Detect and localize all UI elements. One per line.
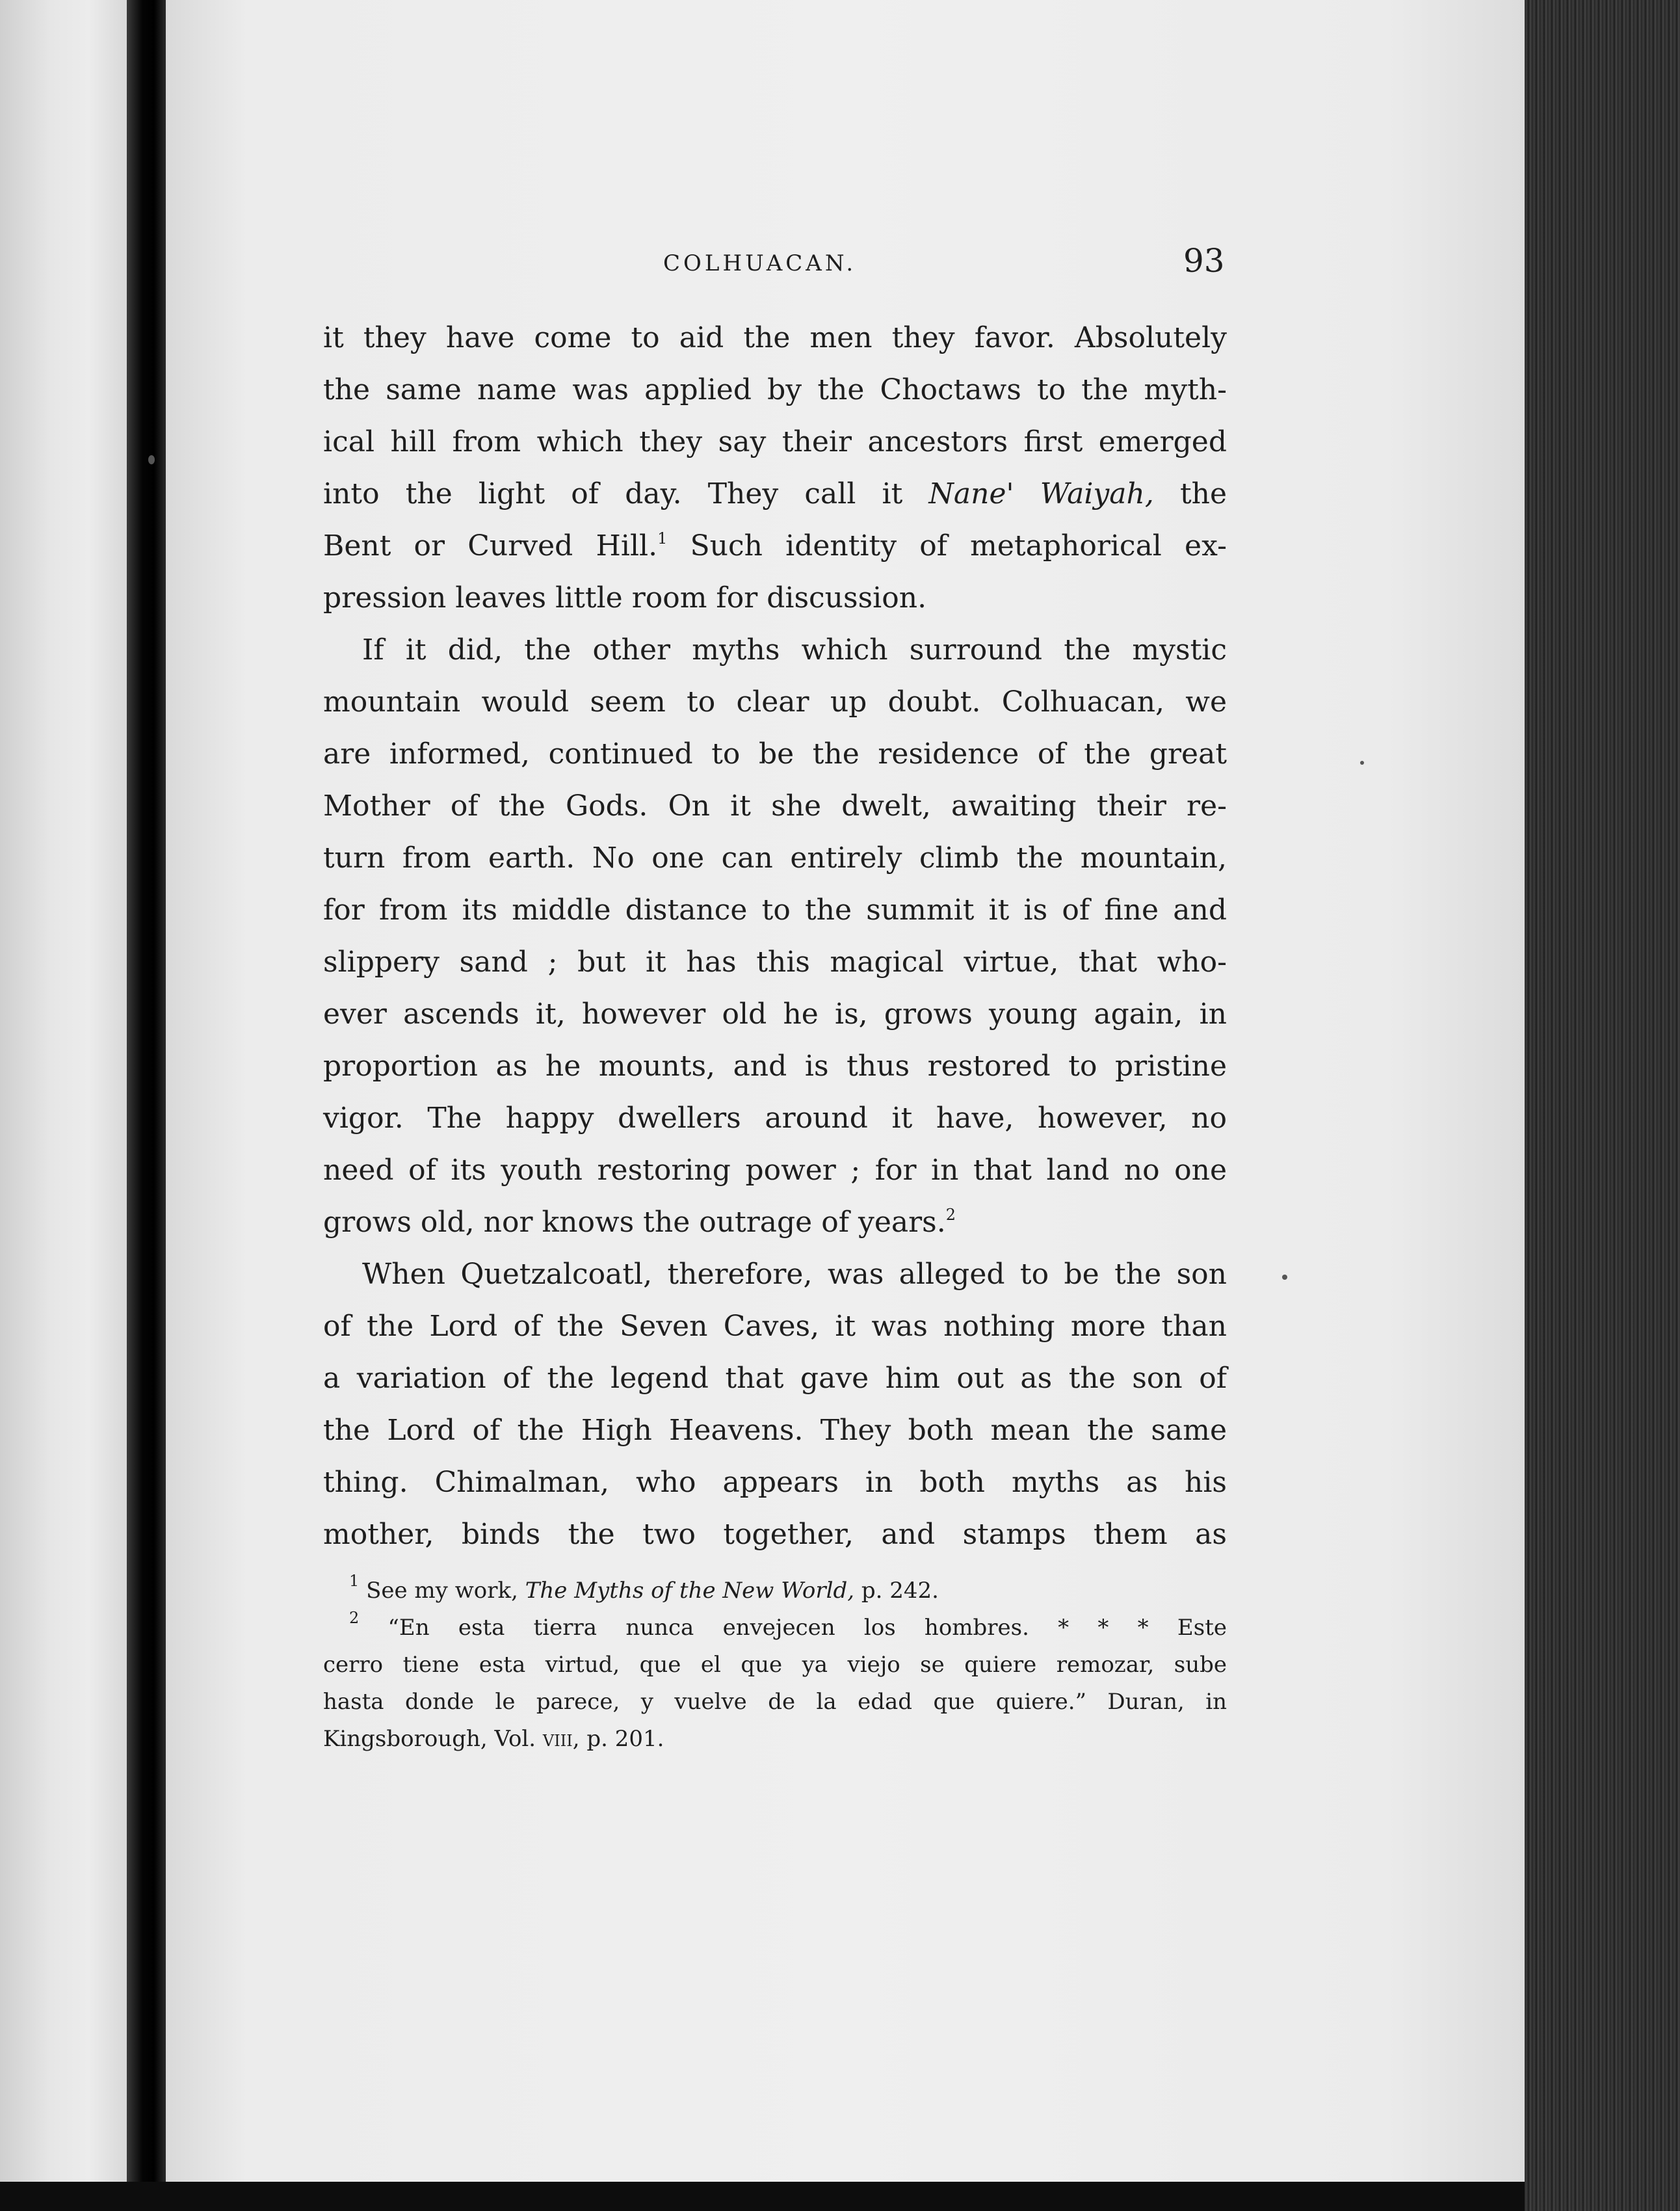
text-line: pression leaves little room for discussion.	[323, 581, 927, 615]
footnote-marker: 2	[945, 1206, 956, 1224]
footnote-book-title: The Myths of the New World,	[525, 1578, 855, 1604]
footnote-2-line: cerro tiene esta virtud, que el que ya viejo se quiere remozar, sube	[323, 1652, 1227, 1678]
text-line: If it did, the other myths which surround the mystic	[362, 633, 1227, 667]
page-edge-stack	[1525, 0, 1680, 2211]
footnote-marker: 1	[657, 529, 668, 548]
text-line: a variation of the legend that gave him out as the son of	[323, 1362, 1227, 1395]
text-line: mother, binds the two together, and stamps them as	[323, 1518, 1227, 1551]
footnote-text: See my work,	[366, 1578, 525, 1604]
text-segment: into the light of day. They call it	[323, 477, 929, 510]
text-line: need of its youth restoring power ; for in that land no one	[323, 1154, 1227, 1187]
text-segment: Bent or Curved Hill.	[323, 529, 658, 563]
text-line: the Lord of the High Heavens. They both mean the same	[323, 1414, 1227, 1447]
volume-numeral: viii	[542, 1726, 573, 1752]
text-line: the same name was applied by the Choctaws to the myth-	[323, 373, 1227, 406]
footnote-marker: 1	[349, 1572, 360, 1590]
text-line: turn from earth. No one can entirely climb the mountain,	[323, 841, 1227, 875]
text-line: Mother of the Gods. On it she dwelt, awaiting their re-	[323, 789, 1227, 823]
footnotes	[323, 1572, 1227, 1758]
scan-border	[0, 2182, 1525, 2211]
scan-speck	[148, 455, 155, 464]
text-line: are informed, continued to be the residence of the great	[323, 737, 1227, 771]
text-line	[323, 1197, 1227, 1249]
paragraph	[323, 1249, 1227, 1561]
page-number: 93	[1183, 242, 1225, 280]
text-line: it they have come to aid the men they favor. Absolutely	[323, 321, 1227, 354]
text-line: When Quetzalcoatl, therefore, was alleged to be the son	[362, 1258, 1227, 1291]
footnote-marker: 2	[349, 1609, 360, 1627]
running-head: COLHUACAN.	[663, 250, 857, 276]
text-segment: the	[1153, 477, 1227, 510]
footnote-1	[323, 1572, 1227, 1609]
text-segment: Such identity of metaphorical ex-	[667, 529, 1227, 563]
footnote-text: p. 242.	[854, 1578, 939, 1604]
footnote-text: “En esta tierra nunca envejecen los hombres. * * * Este	[387, 1615, 1227, 1641]
scan-speck	[1282, 1275, 1287, 1280]
text-line	[323, 468, 1227, 520]
body-text	[323, 312, 1227, 1561]
text-line: thing. Chimalman, who appears in both myths as his	[323, 1466, 1227, 1499]
text-line: ical hill from which they say their ancestors first emerged	[323, 425, 1227, 458]
footnote-text: Kingsborough, Vol.	[323, 1726, 543, 1752]
text-segment: grows old, nor knows the outrage of years.	[323, 1206, 946, 1239]
text-line: slippery sand ; but it has this magical virtue, that who-	[323, 946, 1227, 979]
text-line: for from its middle distance to the summit it is of fine and	[323, 894, 1227, 927]
text-line: of the Lord of the Seven Caves, it was nothing more than	[323, 1310, 1227, 1343]
text-line	[323, 520, 1227, 572]
footnote-text: , p. 201.	[572, 1726, 664, 1752]
footnote-2-line: hasta donde le parece, y vuelve de la edad que quiere.” Duran, in	[323, 1689, 1227, 1715]
text-line: proportion as he mounts, and is thus restored to pristine	[323, 1050, 1227, 1083]
paragraph	[323, 312, 1227, 624]
previous-page-edge	[0, 0, 127, 2182]
text-line: mountain would seem to clear up doubt. Colhuacan, we	[323, 685, 1227, 719]
footnote-2-line	[323, 1609, 1227, 1647]
italic-term: Nane' Waiyah,	[928, 477, 1154, 510]
text-line: vigor. The happy dwellers around it have, however, no	[323, 1102, 1227, 1135]
scan-speck	[1360, 761, 1364, 765]
book-gutter	[127, 0, 166, 2211]
paragraph	[323, 624, 1227, 1249]
text-line: ever ascends it, however old he is, grows young again, in	[323, 998, 1227, 1031]
footnote-2-line	[323, 1721, 1227, 1758]
